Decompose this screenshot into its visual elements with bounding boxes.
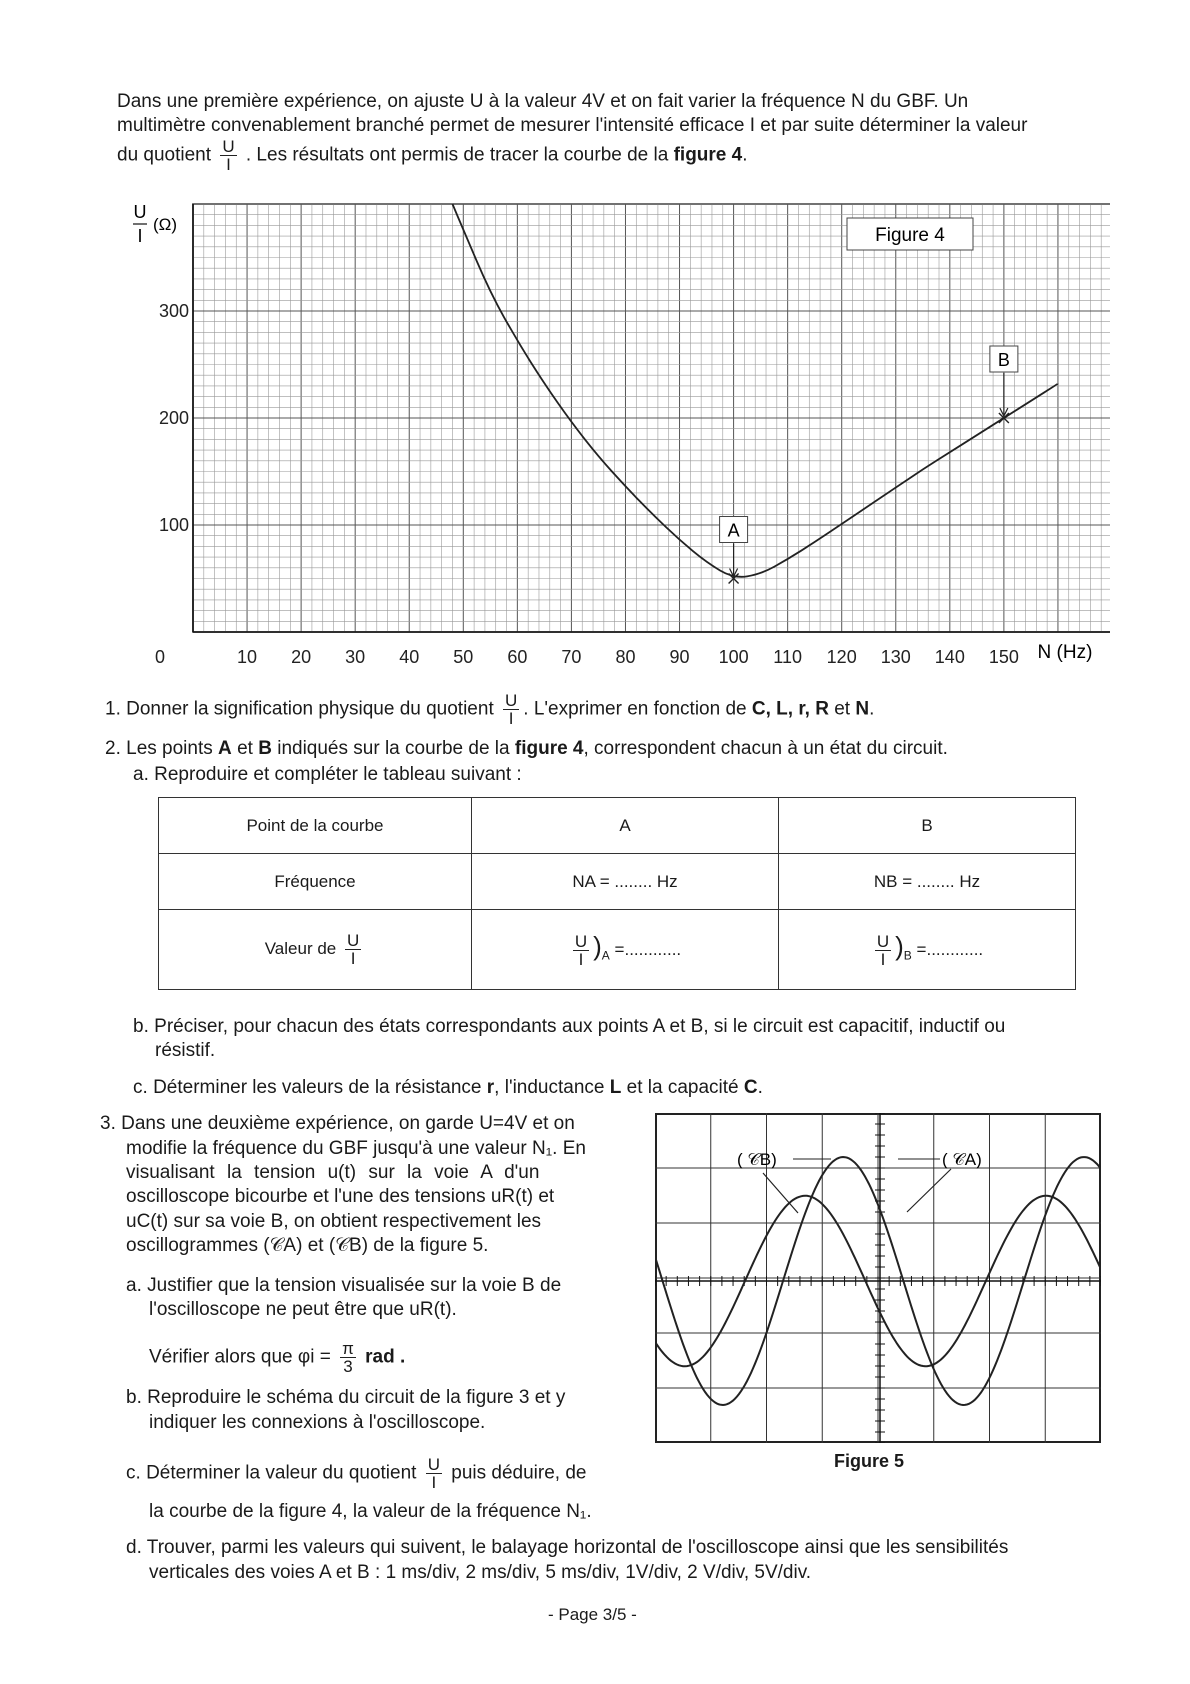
intro-line-1: Dans une première expérience, on ajuste U à la valeur 4V et on fait varier la fréquence N du GBF. Un: [117, 91, 969, 112]
ui-fraction: $\frac{U}{I}$: [346, 931, 360, 968]
table-cell: Point de la courbe: [159, 798, 472, 854]
table-cell: A: [472, 798, 779, 854]
x-tick-label: 30: [345, 647, 366, 667]
question-2a: a. Reproduire et compléter le tableau suivant :: [133, 764, 522, 785]
y-axis-label-num: U: [133, 202, 147, 222]
x-tick-label: 100: [718, 647, 749, 667]
table-cell: Valeur de $\frac{U}{I}$: [159, 910, 472, 990]
table-cell: $\frac{U}{I}$ )$_B$ =............: [779, 910, 1076, 990]
question-3-line-6: oscillogrammes (𝒞A) et (𝒞B) de la figure 5.: [126, 1235, 489, 1256]
x-tick-label: 110: [773, 647, 802, 667]
y-axis-label-den: I: [137, 226, 143, 246]
point-label: B: [997, 350, 1010, 370]
pi-over-3-fraction: $\frac{\pi}{3}$: [342, 1339, 354, 1376]
question-3a-verify: Vérifier alors que φi = $\frac{\pi}{3}$ rad .: [149, 1339, 406, 1376]
x-tick-label: 90: [669, 647, 690, 667]
page-number: - Page 3/5 -: [548, 1605, 637, 1624]
label-cb: ( 𝒞B): [737, 1150, 777, 1169]
y-tick-label: 300: [158, 301, 189, 321]
x-tick-label: 70: [561, 647, 582, 667]
x-tick-label: 0: [154, 647, 166, 667]
x-axis-label: N (Hz): [1037, 642, 1093, 663]
x-tick-label: 60: [507, 647, 528, 667]
question-3-line-3: visualisant la tension u(t) sur la voie A d'un: [126, 1162, 540, 1183]
y-tick-label: 200: [158, 408, 189, 428]
table-cell: NA = ........ Hz: [472, 854, 779, 910]
ui-fraction: $\frac{U}{I}$: [876, 932, 890, 969]
question-1: 1. Donner la signification physique du quotient $\frac{U}{I}$ . L'exprimer en fonction de C, L, r, R et N.: [105, 691, 875, 728]
point-label: A: [727, 520, 740, 541]
question-2: 2. Les points A et B indiqués sur la courbe de la figure 4, correspondent chacun à un état du circuit.: [105, 738, 948, 759]
x-tick-label: 10: [237, 647, 258, 667]
figure-4-chart: [110, 200, 1110, 670]
x-tick-label: 40: [399, 647, 420, 667]
intro-line-3: du quotient $\frac{U}{I}$ . Les résultats ont permis de tracer la courbe de la figure 4.: [117, 137, 748, 174]
question-3-line-2: modifie la fréquence du GBF jusqu'à une valeur N₁. En: [126, 1138, 586, 1159]
y-axis-unit: (Ω): [153, 215, 178, 234]
intro-text-2: . Les résultats ont permis de tracer la courbe de la: [245, 144, 669, 166]
question-3d: d. Trouver, parmi les valeurs qui suivent, le balayage horizontal de l'oscilloscope ainsi que les sensibilités: [126, 1537, 1009, 1558]
question-3-line-1: 3. Dans une deuxième expérience, on garde U=4V et on: [100, 1113, 575, 1134]
figure-5-oscilloscope: [655, 1113, 1101, 1443]
x-tick-label: 150: [988, 647, 1019, 667]
x-tick-label: 80: [615, 647, 636, 667]
table-cell: B: [779, 798, 1076, 854]
intro-line-2: multimètre convenablement branché permet de mesurer l'intensité efficace I et par suite déterminer la valeur: [117, 115, 1028, 136]
y-tick-label: 100: [158, 515, 189, 535]
table-cell: Fréquence: [159, 854, 472, 910]
ui-fraction: $\frac{U}{I}$: [427, 1455, 440, 1492]
figure-ref: figure 4: [673, 144, 743, 166]
ui-fraction: $\frac{U}{I}$: [505, 691, 518, 728]
question-3-line-5: uC(t) sur sa voie B, on obtient respectivement les: [126, 1211, 542, 1232]
x-tick-label: 50: [453, 647, 474, 667]
answer-table: [158, 797, 1076, 990]
question-3c-cont: la courbe de la figure 4, la valeur de la fréquence N₁.: [149, 1501, 592, 1522]
question-3b: b. Reproduire le schéma du circuit de la figure 3 et y: [126, 1387, 566, 1408]
label-ca: ( 𝒞A): [942, 1150, 982, 1169]
chart-grid: [193, 204, 1110, 632]
ui-fraction: $\frac{U}{I}$: [222, 137, 235, 174]
question-3-line-4: oscilloscope bicourbe et l'une des tensions uR(t) et: [126, 1186, 555, 1207]
figure-5-caption: Figure 5: [834, 1451, 905, 1471]
figure-4-caption: Figure 4: [875, 225, 945, 246]
question-3b-cont: indiquer les connexions à l'oscilloscope.: [149, 1412, 486, 1433]
question-3d-cont: verticales des voies A et B : 1 ms/div, 2 ms/div, 5 ms/div, 1V/div, 2 V/div, 5V/div.: [149, 1562, 812, 1583]
question-2c: c. Déterminer les valeurs de la résistance r, l'inductance L et la capacité C.: [133, 1077, 763, 1098]
x-tick-label: 120: [826, 647, 857, 667]
question-2b: b. Préciser, pour chacun des états correspondants aux points A et B, si le circuit est capacitif, inductif ou: [133, 1016, 1006, 1037]
x-tick-label: 130: [880, 647, 911, 667]
question-3a: a. Justifier que la tension visualisée sur la voie B de: [126, 1275, 562, 1296]
table-cell: NB = ........ Hz: [779, 854, 1076, 910]
question-3a-cont: l'oscilloscope ne peut être que uR(t).: [149, 1299, 457, 1320]
intro-text: du quotient: [117, 144, 212, 166]
x-tick-label: 20: [291, 647, 312, 667]
x-tick-label: 140: [934, 647, 965, 667]
ui-fraction: $\frac{U}{I}$: [574, 932, 588, 969]
question-2b-cont: résistif.: [155, 1040, 216, 1061]
table-cell: $\frac{U}{I}$ )$_A$ =............: [472, 910, 779, 990]
question-3c: c. Déterminer la valeur du quotient $\frac{U}{I}$ puis déduire, de: [126, 1455, 587, 1492]
